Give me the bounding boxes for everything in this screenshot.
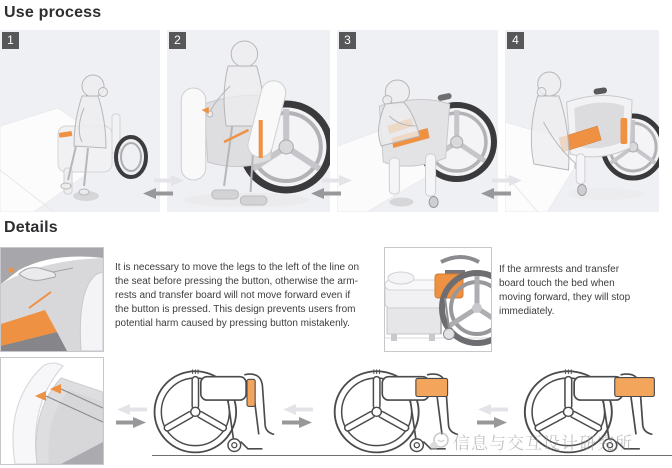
arrow-right-icon [154, 175, 184, 186]
caster-wheel [444, 329, 455, 340]
step-number-badge: 2 [169, 32, 186, 49]
step-number-badge: 4 [507, 32, 524, 49]
bed [385, 272, 443, 341]
footplate [241, 442, 263, 449]
step-4-illustration [505, 30, 659, 212]
note-line: the button is pressed. This design prevents users from [115, 304, 356, 315]
detail-image-button-closeup [0, 247, 104, 352]
step-2-illustration [167, 30, 330, 212]
button-closeup-illustration [1, 248, 103, 351]
note-line: moving forward, they will stop [499, 292, 631, 303]
watermark-text: 信息与交互设计研究所 [453, 434, 633, 453]
bed-note-text [499, 263, 669, 319]
front-post [426, 154, 436, 196]
arrow-left-icon [311, 188, 341, 199]
orange-board-extended [615, 378, 655, 397]
arrow-left-icon [143, 188, 173, 199]
note-line: If the armrests and transfer [499, 264, 620, 275]
footplate [212, 190, 238, 199]
details-title: Details [4, 219, 58, 236]
bed-contact-illustration [385, 248, 491, 351]
detail-image-bed-contact [384, 247, 492, 352]
note-line: the seat before pressing the button, otherwise the arm- [115, 276, 358, 287]
front-post [576, 154, 585, 184]
handle [437, 93, 452, 102]
orange-board-half-extended [416, 378, 448, 396]
step-3-illustration [337, 30, 498, 212]
orange-board-stowed [247, 379, 255, 406]
arrow-left-icon [481, 188, 511, 199]
step-1-illustration [0, 30, 160, 212]
seat-frame [201, 377, 246, 400]
arrow-right-icon [282, 417, 312, 428]
use-process-step-4-panel [505, 30, 659, 212]
use-process-title: Use process [4, 4, 102, 21]
caster-wheel [578, 185, 587, 196]
ground-line [152, 455, 672, 456]
detail-image-triangle-markers [0, 357, 104, 465]
arrow-right-icon [477, 417, 507, 428]
note-line: board touch the bed when [499, 278, 615, 289]
step-number-badge: 1 [2, 32, 19, 49]
footplate [389, 198, 413, 207]
note-line: immediately. [499, 306, 555, 317]
caster-wheel [429, 197, 438, 208]
handle [593, 87, 607, 95]
arrow-right-icon [322, 175, 352, 186]
watermark [428, 429, 633, 454]
triangle-markers-illustration [1, 358, 103, 464]
use-process-step-1-panel [0, 30, 160, 212]
watermark-logo-icon [428, 431, 450, 453]
handle [441, 257, 479, 262]
note-line: rests and transfer board will not move forward even if [115, 290, 351, 301]
left-armrest [181, 88, 205, 180]
note-line: potential harm caused by pressing button mistakenly. [115, 318, 350, 329]
pillow [388, 272, 414, 284]
arrow-right-icon [492, 175, 522, 186]
note-line: It is necessary to move the legs to the left of the line on [115, 262, 360, 273]
arrow-left-icon [283, 404, 313, 415]
footplate [240, 196, 266, 205]
arrow-left-icon [478, 404, 508, 415]
front-post [389, 158, 399, 194]
orange-armrest-strip [621, 118, 628, 144]
use-process-step-2-panel [167, 30, 330, 212]
wheelchair-side-view [150, 355, 286, 456]
wheelchair-lineart-board-stowed [150, 355, 286, 456]
step-number-badge: 3 [339, 32, 356, 49]
button-note-text [115, 261, 391, 331]
arrow-left-icon [117, 404, 147, 415]
arrow-right-icon [116, 417, 146, 428]
use-process-step-3-panel [337, 30, 498, 212]
